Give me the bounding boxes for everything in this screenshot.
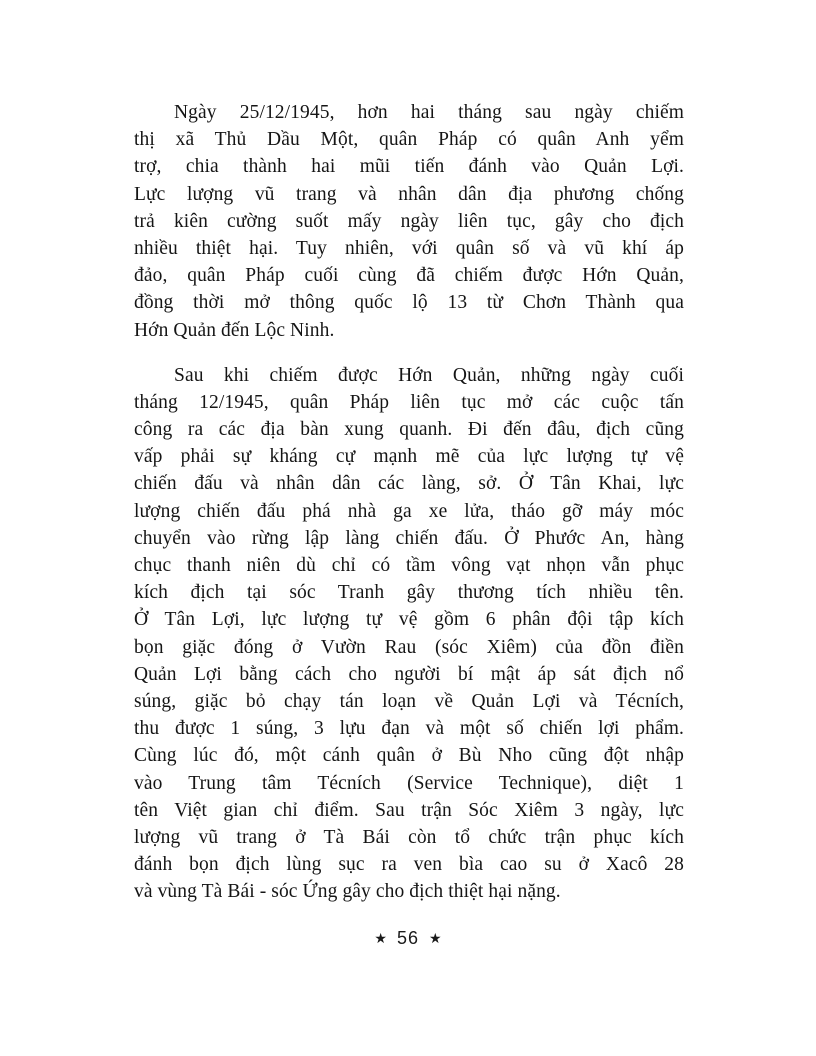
text-line: chuyển vào rừng lập làng chiến đấu. Ở Phước An, hàng — [134, 527, 684, 549]
text-line: vào Trung tâm Técních (Service Technique), diệt 1 — [134, 772, 684, 794]
text-line: chục thanh niên dù chỉ có tầm vông vạt nhọn vẫn phục — [134, 555, 684, 576]
text-line: Ở Tân Lợi, lực lượng tự vệ gồm 6 phân đội tập kích — [134, 609, 684, 631]
page-footer — [0, 928, 816, 949]
text-line: thu được 1 súng, 3 lựu đạn và một số chiến lợi phẩm. — [134, 718, 684, 740]
paragraph — [134, 362, 684, 906]
text-line: Hớn Quản đến Lộc Ninh. — [134, 319, 335, 341]
text-line: tháng 12/1945, quân Pháp liên tục mở các cuộc tấn — [134, 391, 684, 413]
text-line: trả kiên cường suốt mấy ngày liên tục, gây cho địch — [134, 210, 684, 232]
text-line: trợ, chia thành hai mũi tiến đánh vào Quản Lợi. — [134, 156, 684, 178]
text-line: Quản Lợi bằng cách cho người bí mật áp sát địch nổ — [134, 663, 684, 685]
text-line: kích địch tại sóc Tranh gây thương tích nhiều tên. — [134, 582, 684, 604]
text-line: súng, giặc bỏ chạy tán loạn về Quản Lợi và Técních, — [134, 690, 684, 712]
text-line: vấp phải sự kháng cự mạnh mẽ của lực lượng tự vệ — [134, 446, 684, 468]
star-icon: ★ — [374, 931, 387, 947]
text-line: Lực lượng vũ trang và nhân dân địa phương chống — [134, 183, 684, 205]
text-line: tên Việt gian chỉ điểm. Sau trận Sóc Xiêm 3 ngày, lực — [134, 799, 684, 821]
text-line: chiến đấu và nhân dân các làng, sở. Ở Tân Khai, lực — [134, 473, 684, 495]
paragraph — [134, 99, 684, 344]
star-icon: ★ — [429, 931, 442, 947]
page-number: 56 — [396, 928, 420, 948]
text-line: đánh bọn địch lùng sục ra ven bìa cao su ở Xacô 28 — [134, 854, 684, 876]
text-line: lượng vũ trang ở Tà Bái còn tổ chức trận phục kích — [134, 826, 684, 848]
text-line: đảo, quân Pháp cuối cùng đã chiếm được Hớn Quản, — [134, 265, 684, 287]
text-line: và vùng Tà Bái - sóc Ứng gây cho địch thiệt hại nặng. — [134, 881, 561, 903]
text-line: lượng chiến đấu phá nhà ga xe lửa, tháo gỡ máy móc — [134, 500, 684, 522]
text-line: công ra các địa bàn xung quanh. Đi đến đâu, địch cũng — [134, 419, 684, 441]
text-line: Sau khi chiếm được Hớn Quản, những ngày cuối — [174, 364, 684, 386]
text-line: nhiều thiệt hại. Tuy nhiên, với quân số và vũ khí áp — [134, 237, 684, 259]
text-line: thị xã Thủ Dầu Một, quân Pháp có quân Anh yểm — [134, 129, 684, 151]
text-line: bọn giặc đóng ở Vườn Rau (sóc Xiêm) của đồn điền — [134, 636, 684, 658]
text-line: đồng thời mở thông quốc lộ 13 từ Chơn Thành qua — [134, 292, 684, 314]
text-block — [134, 99, 684, 905]
text-line: Ngày 25/12/1945, hơn hai tháng sau ngày chiếm — [174, 102, 684, 123]
text-line: Cùng lúc đó, một cánh quân ở Bù Nho cũng đột nhập — [134, 745, 684, 767]
